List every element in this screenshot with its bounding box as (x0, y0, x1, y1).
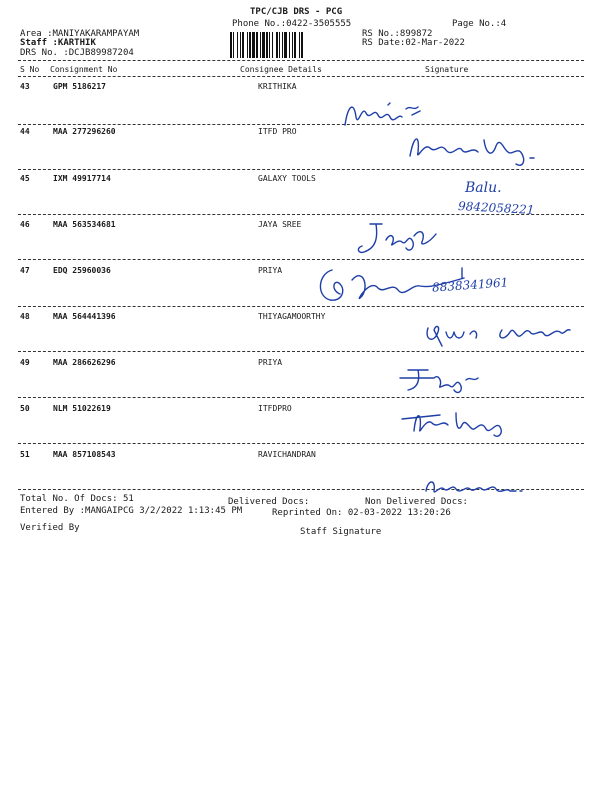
row-divider (18, 306, 584, 307)
page-number: Page No.:4 (452, 19, 507, 29)
header-divider (18, 60, 584, 61)
row-divider (18, 443, 584, 444)
row-consignee: RAVICHANDRAN (258, 450, 316, 459)
verified-by-label: Verified By (20, 523, 80, 533)
row-sno: 46 (20, 220, 30, 229)
row-consignment-no: IXM 49917714 (53, 174, 111, 183)
row-sno: 49 (20, 358, 30, 367)
row-consignee: ITFDPRO (258, 404, 292, 413)
drs-number: DRS No. :DCJB89987204 (20, 48, 134, 58)
row-divider (18, 397, 584, 398)
total-docs: Total No. Of Docs: 51 (20, 494, 134, 504)
row-sno: 48 (20, 312, 30, 321)
row-consignee: THIYAGAMOORTHY (258, 312, 326, 321)
delivered-docs: Delivered Docs: (228, 497, 310, 507)
phone-number: Phone No.:0422-3505555 (232, 19, 352, 29)
row-consignee: PRIYA (258, 358, 283, 367)
row-consignment-no: MAA 277296260 (53, 127, 116, 136)
row-consignment-no: NLM 51022619 (53, 404, 111, 413)
handwritten-phone-row-47: 8838341961 (431, 275, 509, 295)
rs-number: RS No.:899872 (362, 29, 433, 39)
column-header-signature: Signature (425, 65, 469, 74)
signature-row-49 (398, 360, 488, 395)
reprinted-on: Reprinted On: 02-03-2022 13:20:26 (272, 508, 451, 518)
signature-row-50 (400, 405, 530, 440)
signature-row-46 (350, 218, 445, 258)
row-sno: 50 (20, 404, 30, 413)
handwritten-name-row-45: Balu. (465, 180, 502, 196)
column-header-divider (18, 76, 584, 77)
row-sno: 47 (20, 266, 30, 275)
handwritten-phone-row-45: 9842058221 (457, 199, 535, 217)
row-consignee: JAYA SREE (258, 220, 302, 229)
rs-date: RS Date:02-Mar-2022 (362, 38, 465, 48)
column-header-sno: S No (20, 65, 40, 74)
column-header-consignment: Consignment No (50, 65, 118, 74)
row-consignment-no: EDQ 25960036 (53, 266, 111, 275)
row-consignment-no: GPM 5186217 (53, 82, 106, 91)
row-consignee: PRIYA (258, 266, 283, 275)
area-field: Area :MANIYAKARAMPAYAM (20, 29, 140, 39)
row-sno: 51 (20, 450, 30, 459)
row-divider (18, 259, 584, 260)
row-consignment-no: MAA 564441396 (53, 312, 116, 321)
row-consignee: ITFD PRO (258, 127, 297, 136)
row-sno: 45 (20, 174, 30, 183)
row-consignee: GALAXY TOOLS (258, 174, 316, 183)
row-consignee: KRITHIKA (258, 82, 297, 91)
column-header-consignee: Consignee Details (240, 65, 322, 74)
row-consignment-no: MAA 857108543 (53, 450, 116, 459)
row-consignment-no: MAA 563534681 (53, 220, 116, 229)
entered-by: Entered By :MANGAIPCG 3/2/2022 1:13:45 PM (20, 506, 243, 516)
non-delivered-docs: Non Delivered Docs: (365, 497, 468, 507)
signature-row-51 (420, 473, 530, 498)
staff-signature-label: Staff Signature (300, 527, 382, 537)
row-sno: 43 (20, 82, 30, 91)
row-divider (18, 169, 584, 170)
barcode-image (229, 32, 357, 58)
row-sno: 44 (20, 127, 30, 136)
staff-field: Staff :KARTHIK (20, 38, 96, 48)
signature-row-44 (400, 128, 550, 168)
signature-row-48 (420, 310, 580, 355)
row-consignment-no: MAA 286626296 (53, 358, 116, 367)
document-title: TPC/CJB DRS - PCG (250, 7, 343, 17)
row-divider (18, 124, 584, 125)
